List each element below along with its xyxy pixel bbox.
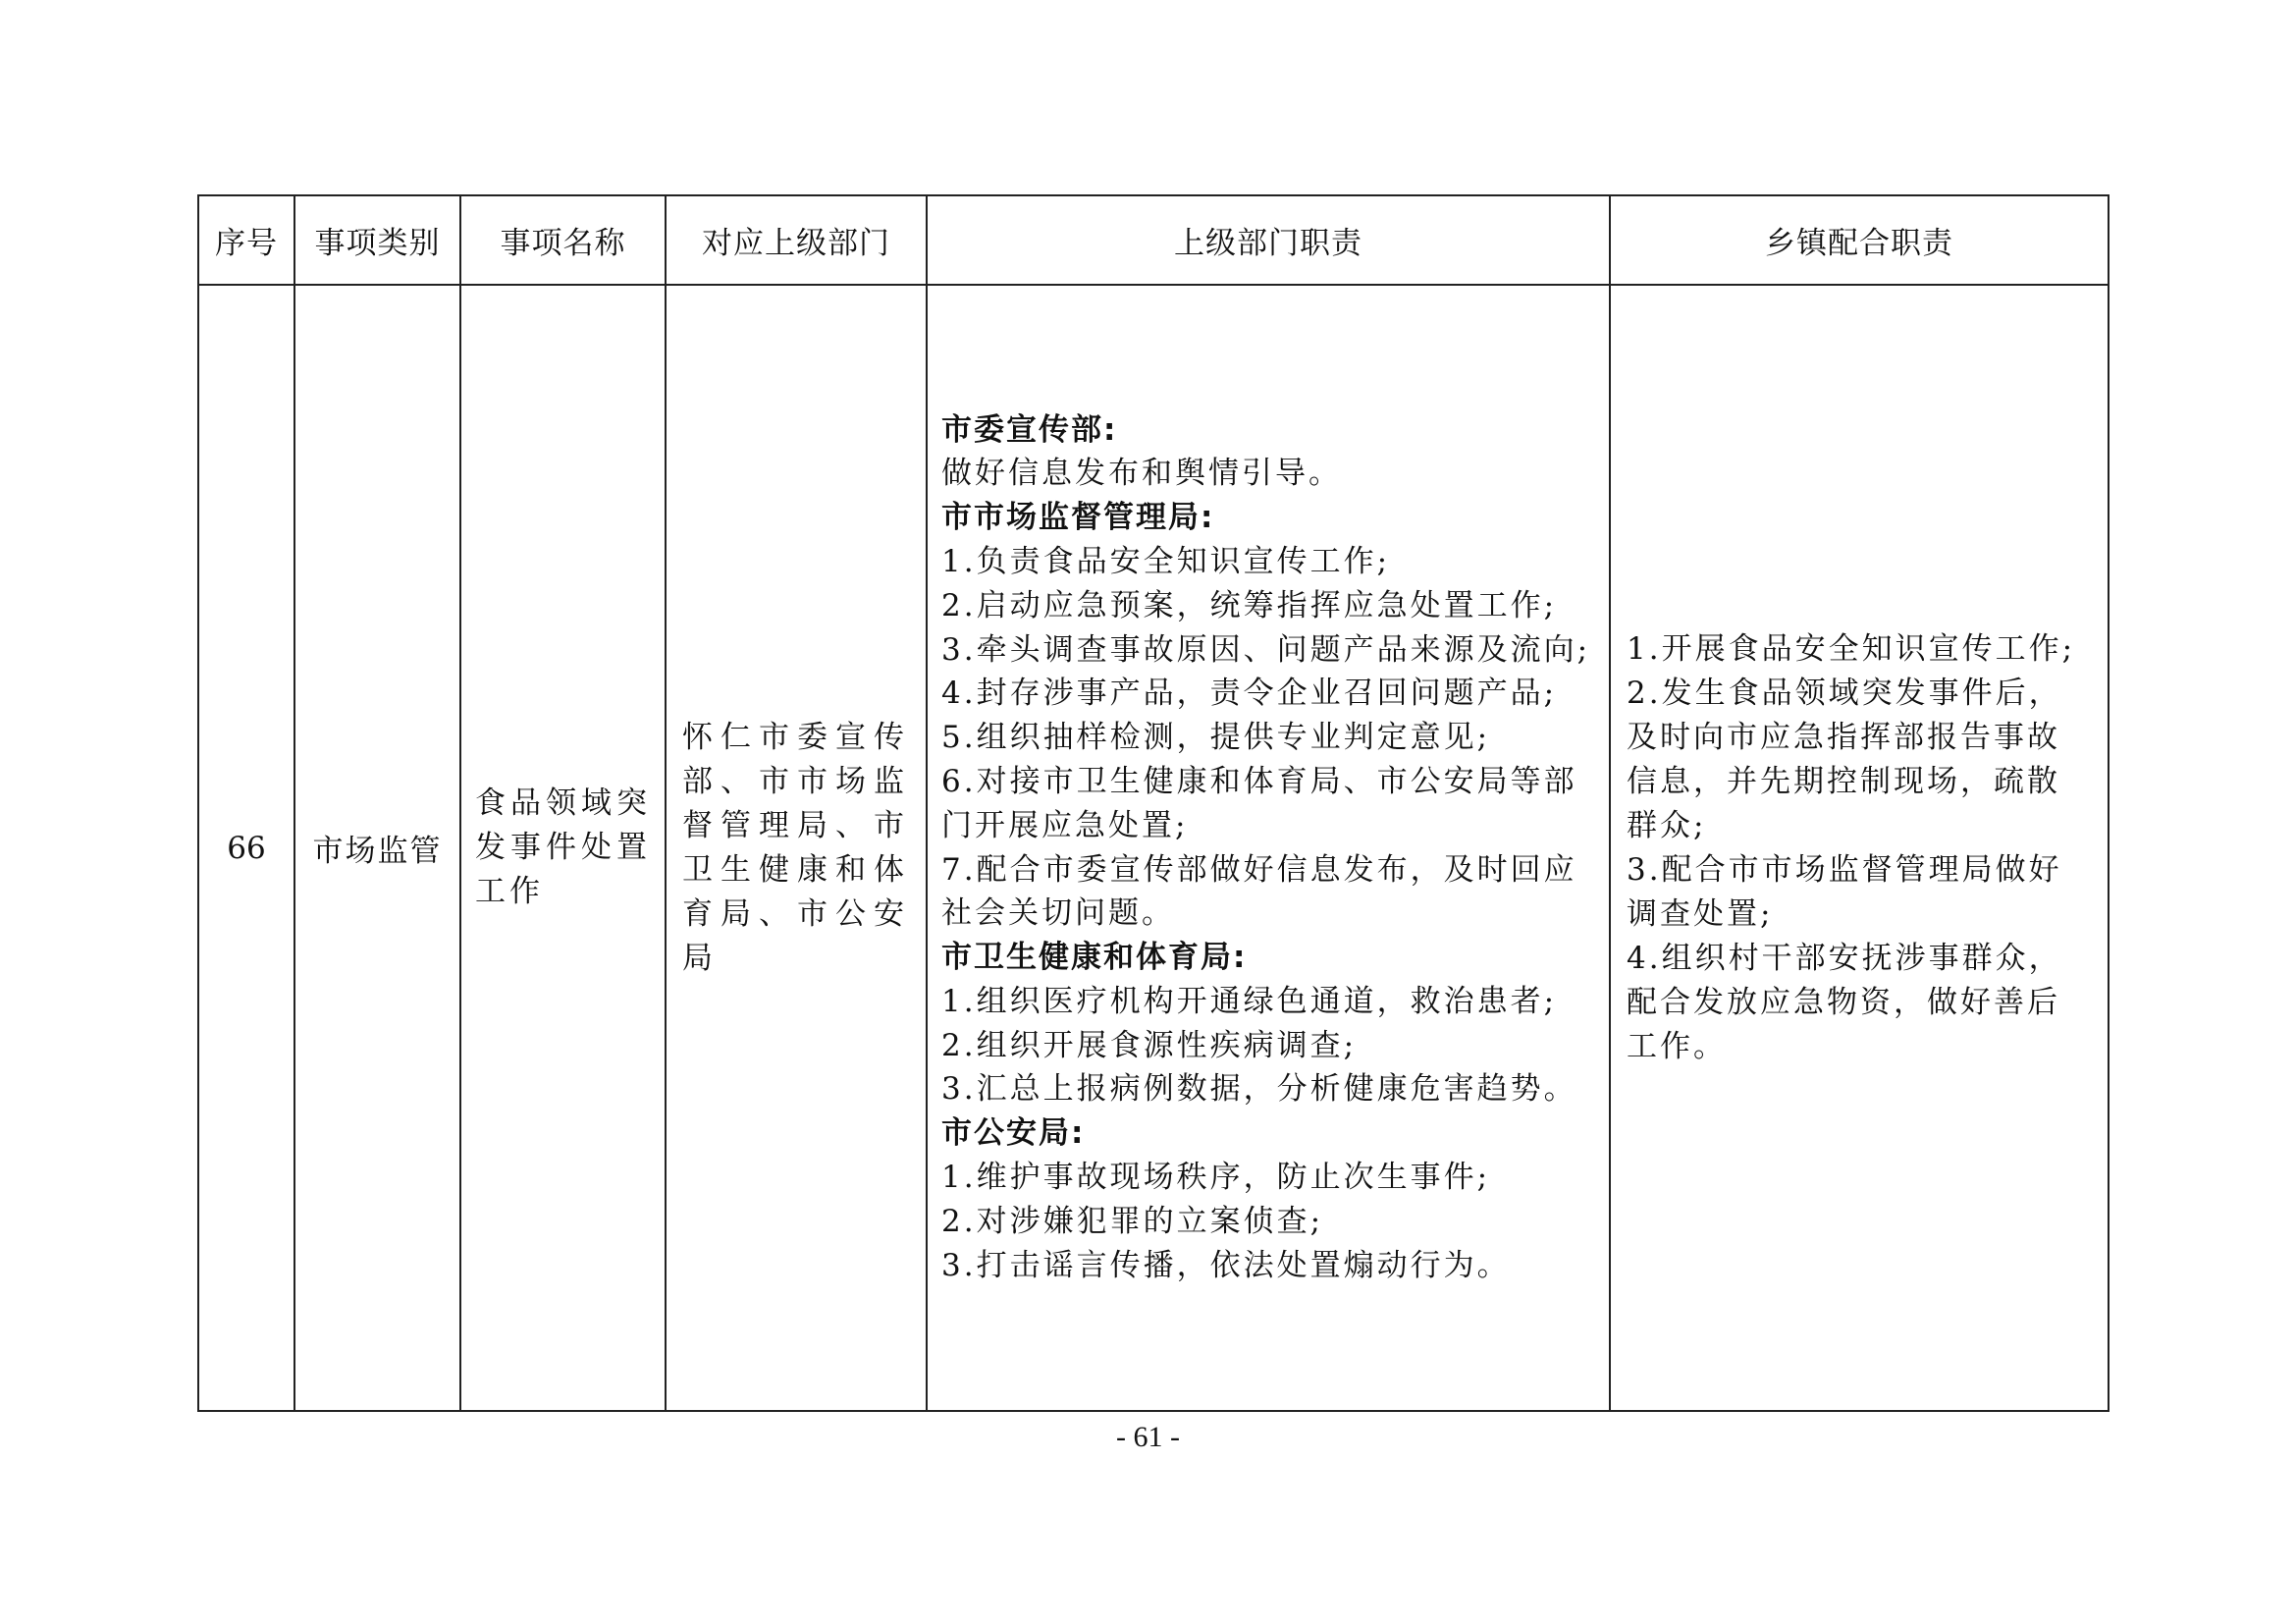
coop-item: 2.发生食品领域突发事件后，及时向市应急指挥部报告事故信息，并先期控制现场，疏散群众; <box>1627 675 2062 843</box>
row-name: 食品领域突发事件处置工作 <box>460 285 666 1411</box>
duty-item: 3.汇总上报病例数据，分析健康危害趋势。 <box>941 1071 1577 1108</box>
table-row <box>198 285 2109 1411</box>
row-duties <box>927 285 1610 1411</box>
header-duties: 上级部门职责 <box>927 195 1610 285</box>
header-name: 事项名称 <box>460 195 666 285</box>
responsibility-table <box>197 194 2109 1412</box>
duty-block <box>941 408 1595 497</box>
duty-dept-name: 市市场监督管理局: <box>941 500 1215 536</box>
duty-dept-name: 市卫生健康和体育局: <box>941 940 1248 976</box>
row-dept: 怀仁市委宣传部、市市场监督管理局、市卫生健康和体育局、市公安局 <box>666 285 927 1411</box>
duty-block <box>941 1111 1595 1287</box>
header-coop: 乡镇配合职责 <box>1610 195 2109 285</box>
duty-item: 1.维护事故现场秩序，防止次生事件; <box>941 1160 1491 1196</box>
coop-item: 3.配合市市场监督管理局做好调查处置; <box>1627 851 2062 932</box>
duty-item: 1.组织医疗机构开通绿色通道，救治患者; <box>941 983 1558 1019</box>
duty-item: 4.封存涉事产品，责令企业召回问题产品; <box>941 676 1558 712</box>
duty-item: 2.对涉嫌犯罪的立案侦查; <box>941 1203 1324 1239</box>
coop-list <box>1627 627 2092 1069</box>
duty-block <box>941 496 1595 936</box>
duty-item: 3.牵头调查事故原因、问题产品来源及流向; <box>941 631 1591 668</box>
duty-item: 7.配合市委宣传部做好信息发布，及时回应社会关切问题。 <box>941 851 1577 932</box>
table-header-row <box>198 195 2109 285</box>
duty-dept-name: 市委宣传部: <box>941 411 1118 448</box>
duty-block <box>941 936 1595 1111</box>
duty-dept-name: 市公安局: <box>941 1115 1086 1152</box>
header-index: 序号 <box>198 195 294 285</box>
duties-list <box>941 408 1595 1288</box>
duty-item: 2.组织开展食源性疾病调查; <box>941 1027 1358 1063</box>
coop-item: 4.组织村干部安抚涉事群众，配合发放应急物资，做好善后工作。 <box>1627 940 2062 1064</box>
duty-item: 做好信息发布和舆情引导。 <box>941 456 1342 492</box>
header-dept: 对应上级部门 <box>666 195 927 285</box>
duty-item: 1.负责食品安全知识宣传工作; <box>941 543 1391 579</box>
duty-item: 2.启动应急预案，统筹指挥应急处置工作; <box>941 587 1558 623</box>
duty-item: 6.对接市卫生健康和体育局、市公安局等部门开展应急处置; <box>941 763 1577 843</box>
row-index: 66 <box>198 285 294 1411</box>
coop-item: 1.开展食品安全知识宣传工作; <box>1627 630 2076 667</box>
row-coop <box>1610 285 2109 1411</box>
header-category: 事项类别 <box>294 195 460 285</box>
page-number: - 61 - <box>1116 1421 1180 1453</box>
row-category: 市场监管 <box>294 285 460 1411</box>
duty-item: 5.组织抽样检测，提供专业判定意见; <box>941 720 1491 756</box>
duty-item: 3.打击谣言传播，依法处置煽动行为。 <box>941 1247 1511 1283</box>
